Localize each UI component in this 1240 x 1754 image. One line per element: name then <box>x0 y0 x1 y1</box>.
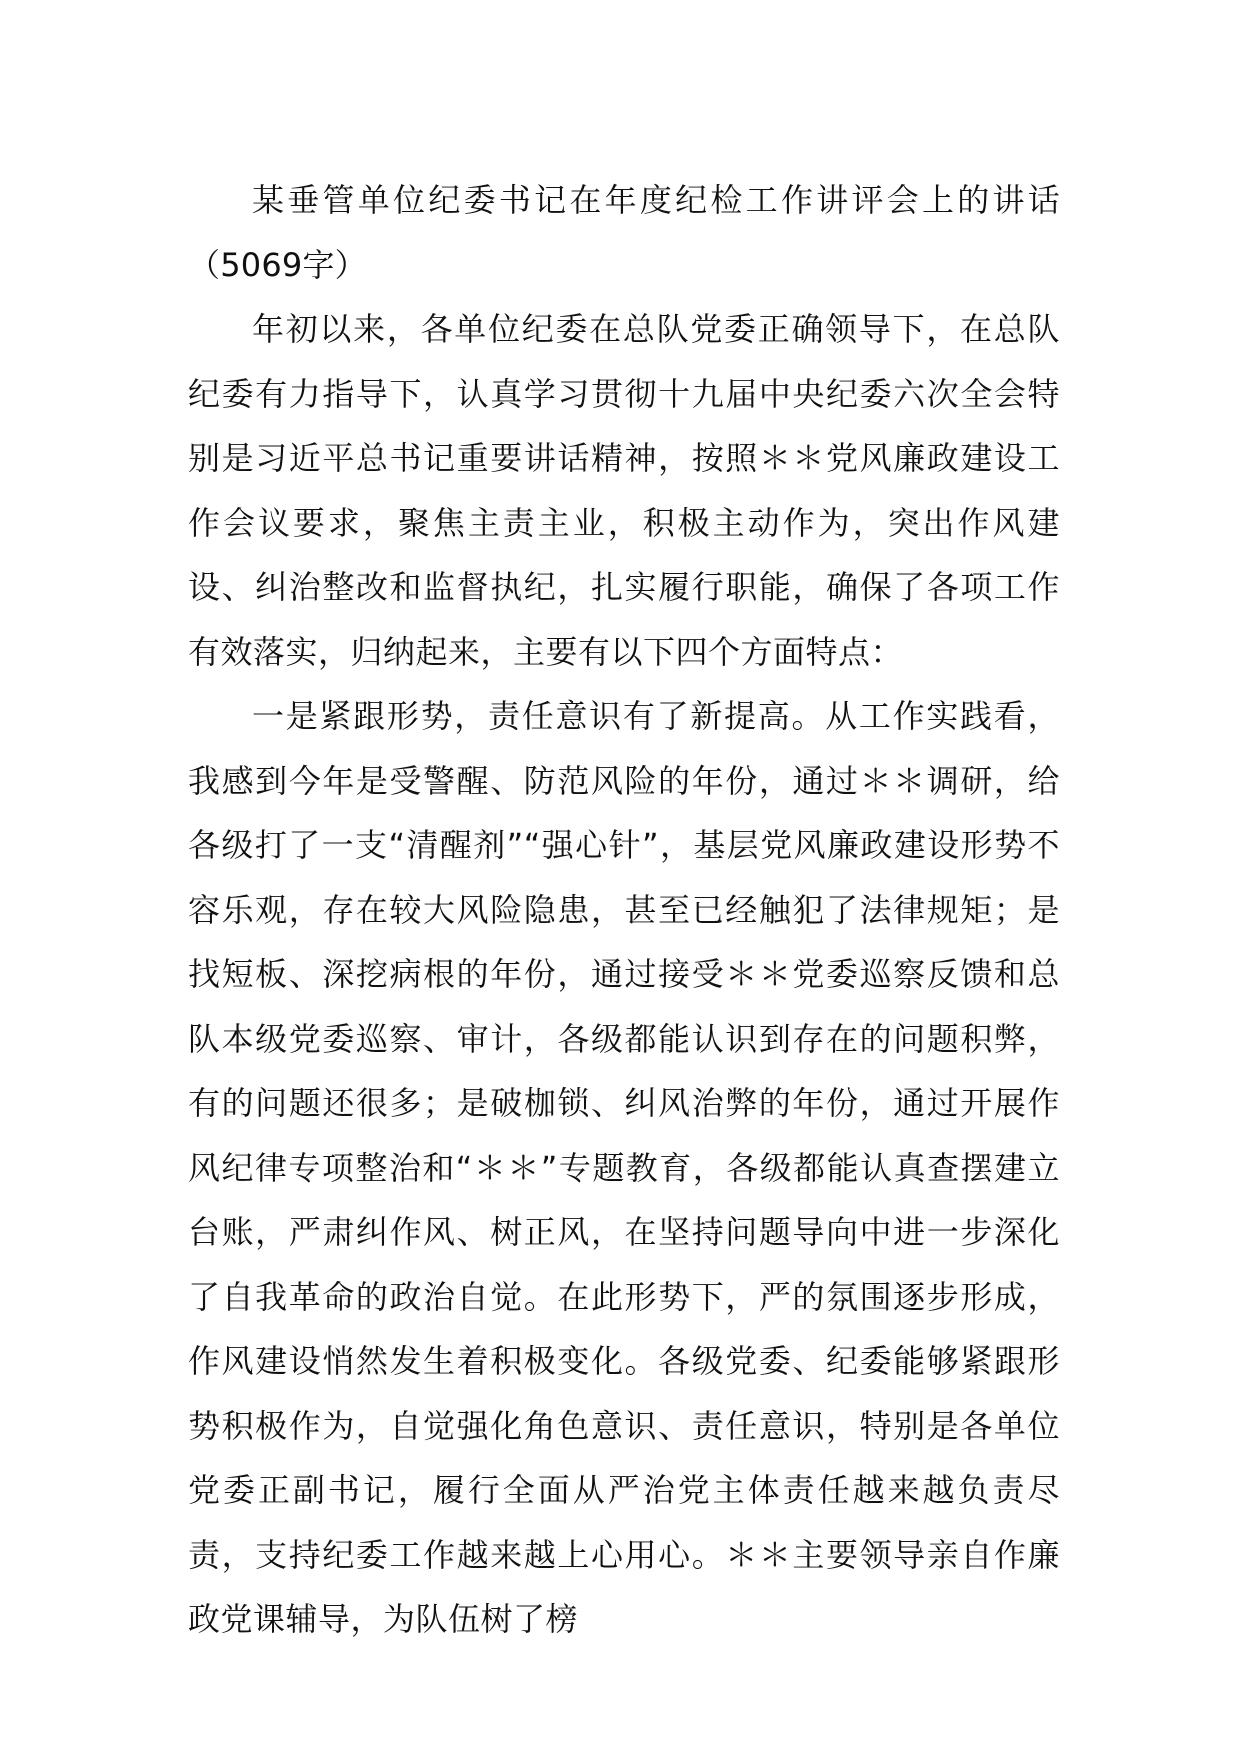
document-title: 某垂管单位纪委书记在年度纪检工作讲评会上的讲话（5069字） <box>188 181 1060 284</box>
paragraph-point-one: 一是紧跟形势，责任意识有了新提高。从工作实践看，我感到今年是受警醒、防范风险的年份，通过＊＊调研，给各级打了一支“清醒剂”“强心针”，基层党风廉政建设形势不容乐观，存在较大风险隐患，甚至已经触犯了法律规矩；是找短板、深挖病根的年份，通过接受＊＊党委巡察反馈和总队本级党委巡察、审计，各级都能认识到存在的问题积弊，有的问题还很多；是破枷锁、纠风治弊的年份，通过开展作风纪律专项整治和“＊＊”专题教育，各级都能认真查摆建立台账，严肃纠作风、树正风，在坚持问题导向中进一步深化了自我革命的政治自觉。在此形势下，严的氛围逐步形成，作风建设悄然发生着积极变化。各级党委、纪委能够紧跟形势积极作为，自觉强化角色意识、责任意识，特别是各单位党委正副书记，履行全面从严治党主体责任越来越负责尽责，支持纪委工作越来越上心用心。＊＊主要领导亲自作廉政党课辅导，为队伍树了榜 <box>188 697 1060 1638</box>
paragraph-intro: 年初以来，各单位纪委在总队党委正确领导下，在总队纪委有力指导下，认真学习贯彻十九届中央纪委六次全会特别是习近平总书记重要讲话精神，按照＊＊党风廉政建设工作会议要求，聚焦主责主业，积极主动作为，突出作风建设、纠治整改和监督执纪，扎实履行职能，确保了各项工作有效落实，归纳起来，主要有以下四个方面特点： <box>188 310 1060 671</box>
document-body <box>188 168 1060 1652</box>
